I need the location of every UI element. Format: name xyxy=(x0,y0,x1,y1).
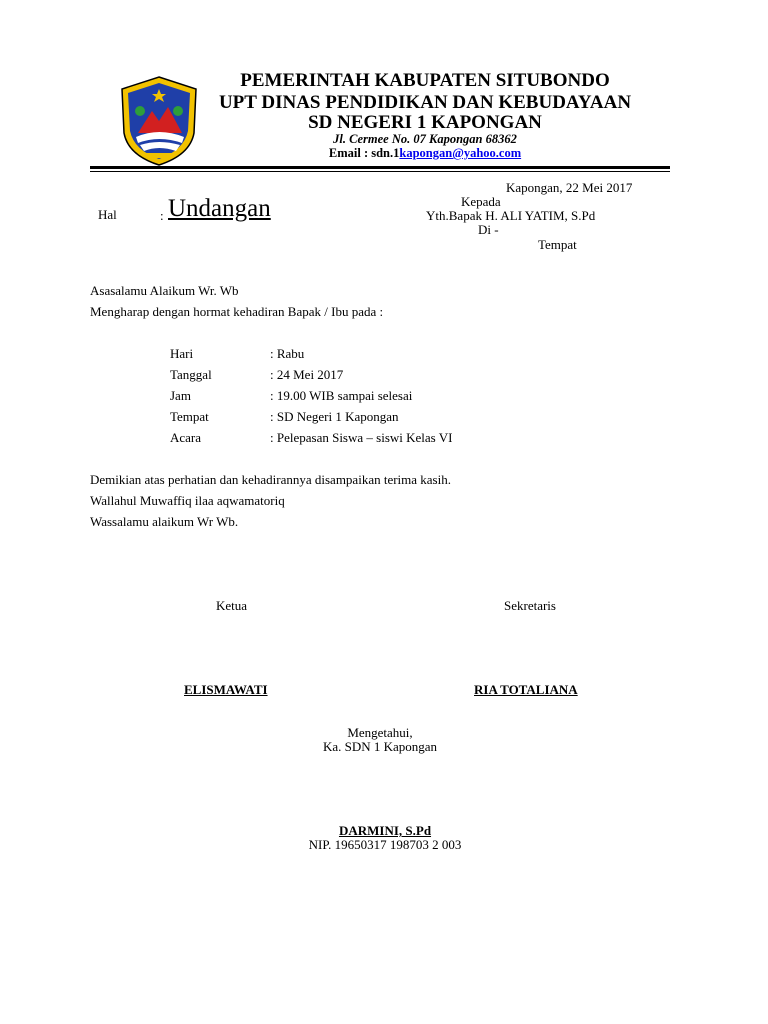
header-rule-thick xyxy=(90,166,670,169)
letterhead-email xyxy=(200,146,650,161)
subject-label: Hal xyxy=(98,207,117,222)
detail-value-jam: : 19.00 WIB sampai selesai xyxy=(270,388,413,403)
detail-value-acara: : Pelepasan Siswa – siswi Kelas VI xyxy=(270,430,453,445)
letterhead-department: UPT DINAS PENDIDIKAN DAN KEBUDAYAAN xyxy=(218,92,632,113)
letterhead-school: SD NEGERI 1 KAPONGAN xyxy=(308,112,542,133)
sekretaris-title: Sekretaris xyxy=(504,598,556,613)
subject-separator: : xyxy=(160,208,164,223)
closing-prayer: Wallahul Muwaffiq ilaa aqwamatoriq xyxy=(90,493,285,508)
mengetahui: Mengetahui, xyxy=(347,725,413,740)
detail-label-jam: Jam xyxy=(170,388,191,403)
detail-label-hari: Hari xyxy=(170,346,194,361)
letter-date: Kapongan, 22 Mei 2017 xyxy=(506,180,633,195)
detail-value-hari: : Rabu xyxy=(270,346,305,361)
sekretaris-name: RIA TOTALIANA xyxy=(474,682,578,697)
detail-value-tanggal: : 24 Mei 2017 xyxy=(270,367,344,382)
email-link[interactable]: kapongan@yahoo.com xyxy=(399,146,522,160)
kepala-name: DARMINI, S.Pd xyxy=(338,823,432,838)
closing-thanks: Demikian atas perhatian dan kehadirannya disampaikan terima kasih. xyxy=(90,472,451,487)
intro: Mengharap dengan hormat kehadiran Bapak / Ibu pada : xyxy=(90,304,384,319)
kepala-title: Ka. SDN 1 Kapongan xyxy=(322,739,438,754)
detail-label-acara: Acara xyxy=(170,430,202,445)
subject-value: Undangan xyxy=(168,195,271,222)
detail-value-tempat: : SD Negeri 1 Kapongan xyxy=(270,409,399,424)
regency-emblem xyxy=(118,75,200,167)
email-label: Email : sdn.1 xyxy=(328,146,400,160)
recipient-di: Di - xyxy=(478,222,499,237)
ketua-title: Ketua xyxy=(216,598,248,613)
detail-label-tempat: Tempat xyxy=(170,409,209,424)
recipient-kepada: Kepada xyxy=(461,194,501,209)
letterhead-address: Jl. Cermee No. 07 Kapongan 68362 xyxy=(333,132,517,146)
letterhead-government: PEMERINTAH KABUPATEN SITUBONDO xyxy=(240,70,610,91)
closing-salam: Wassalamu alaikum Wr Wb. xyxy=(90,514,239,529)
detail-label-tanggal: Tanggal xyxy=(170,367,212,382)
greeting: Asasalamu Alaikum Wr. Wb xyxy=(90,283,239,298)
header-rule-thin xyxy=(90,171,670,172)
recipient-name: Yth.Bapak H. ALI YATIM, S.Pd xyxy=(426,208,596,223)
kepala-nip: NIP. 19650317 198703 2 003 xyxy=(308,837,462,852)
ketua-name: ELISMAWATI xyxy=(184,682,268,697)
recipient-tempat: Tempat xyxy=(538,237,577,252)
